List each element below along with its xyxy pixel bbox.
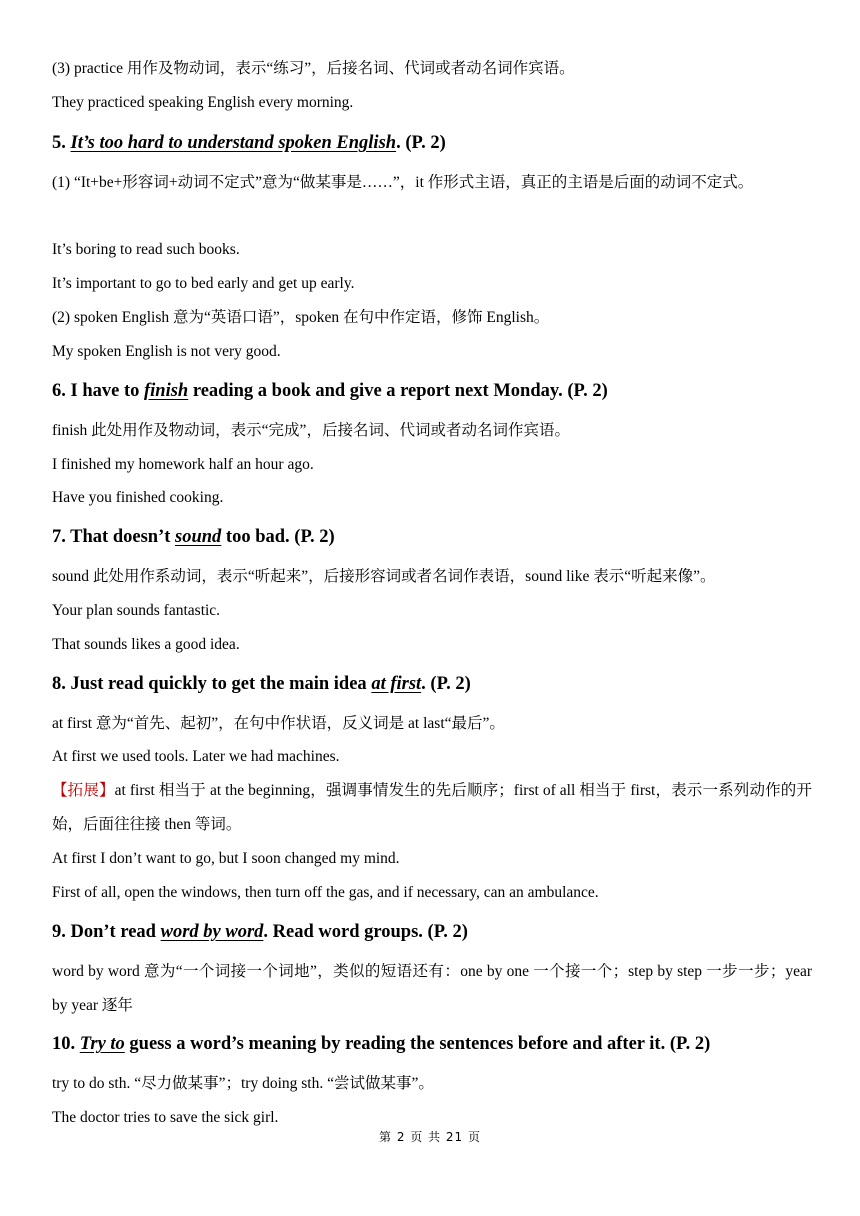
paragraph: finish 此处用作及物动词，表示“完成”，后接名词、代词或者动名词作宾语。 (52, 422, 570, 439)
example-sentence: At first we used tools. Later we had machines. (52, 748, 340, 765)
key-phrase: word by word (160, 922, 264, 942)
extension-tag: 【拓展】 (52, 782, 115, 799)
key-phrase: finish (144, 381, 189, 401)
key-phrase: sound (175, 527, 222, 547)
example-sentence: They practiced speaking English every morning. (52, 94, 354, 111)
paragraph: at first 意为“首先、起初”，在句中作状语，反义词是 at last“最后”。 (52, 715, 505, 732)
section-heading-8: 8. Just read quickly to get the main idea at first. (P. 2) (52, 674, 471, 694)
section-heading-6: 6. I have to finish reading a book and give a report next Monday. (P. 2) (52, 381, 608, 401)
key-phrase: Try to (79, 1034, 125, 1054)
paragraph: sound 此处用作系动词，表示“听起来”，后接形容词或者名词作表语，sound like 表示“听起来像”。 (52, 568, 716, 585)
paragraph: try to do sth. “尽力做某事”；try doing sth. “尝试做某事”。 (52, 1075, 434, 1092)
section-heading-9: 9. Don’t read word by word. Read word groups. (P. 2) (52, 922, 468, 942)
example-sentence: Have you finished cooking. (52, 489, 224, 506)
paragraph: word by word 意为“一个词接一个词地”，类似的短语还有：one by one 一个接一个；step by step 一步一步；year by year 逐年 (52, 963, 812, 1014)
example-sentence: It’s important to go to bed early and get up early. (52, 275, 355, 292)
section-heading-7: 7. That doesn’t sound too bad. (P. 2) (52, 527, 335, 547)
example-sentence: It’s boring to read such books. (52, 241, 240, 258)
paragraph: (3) practice 用作及物动词，表示“练习”，后接名词、代词或者动名词作宾语。 (52, 60, 575, 77)
example-sentence: First of all, open the windows, then turn off the gas, and if necessary, can an ambulance. (52, 884, 599, 901)
section-heading-5: 5. It’s too hard to understand spoken English. (P. 2) (52, 133, 446, 153)
page-footer: 第 2 页 共 21 页 (379, 1130, 481, 1144)
example-sentence: Your plan sounds fantastic. (52, 602, 221, 619)
paragraph: (2) spoken English 意为“英语口语”，spoken 在句中作定语，修饰 English。 (52, 309, 550, 326)
key-phrase: It’s too hard to understand spoken English (70, 133, 397, 153)
paragraph: (1) “It+be+形容词+动词不定式”意为“做某事是……”，it 作形式主语，真正的主语是后面的动词不定式。 (52, 174, 754, 191)
example-sentence: My spoken English is not very good. (52, 343, 281, 360)
example-sentence: The doctor tries to save the sick girl. (52, 1109, 279, 1126)
example-sentence: I finished my homework half an hour ago. (52, 456, 314, 473)
section-heading-10: 10. Try to guess a word’s meaning by reading the sentences before and after it. (P. 2) (52, 1034, 711, 1054)
extension-note: 【拓展】at first 相当于 at the beginning，强调事情发生的先后顺序；first of all 相当于 first，表示一系列动作的开始，后面往往接 then 等词。 (52, 782, 812, 833)
key-phrase: at first (371, 674, 422, 694)
example-sentence: That sounds likes a good idea. (52, 636, 240, 653)
example-sentence: At first I don’t want to go, but I soon changed my mind. (52, 850, 400, 867)
